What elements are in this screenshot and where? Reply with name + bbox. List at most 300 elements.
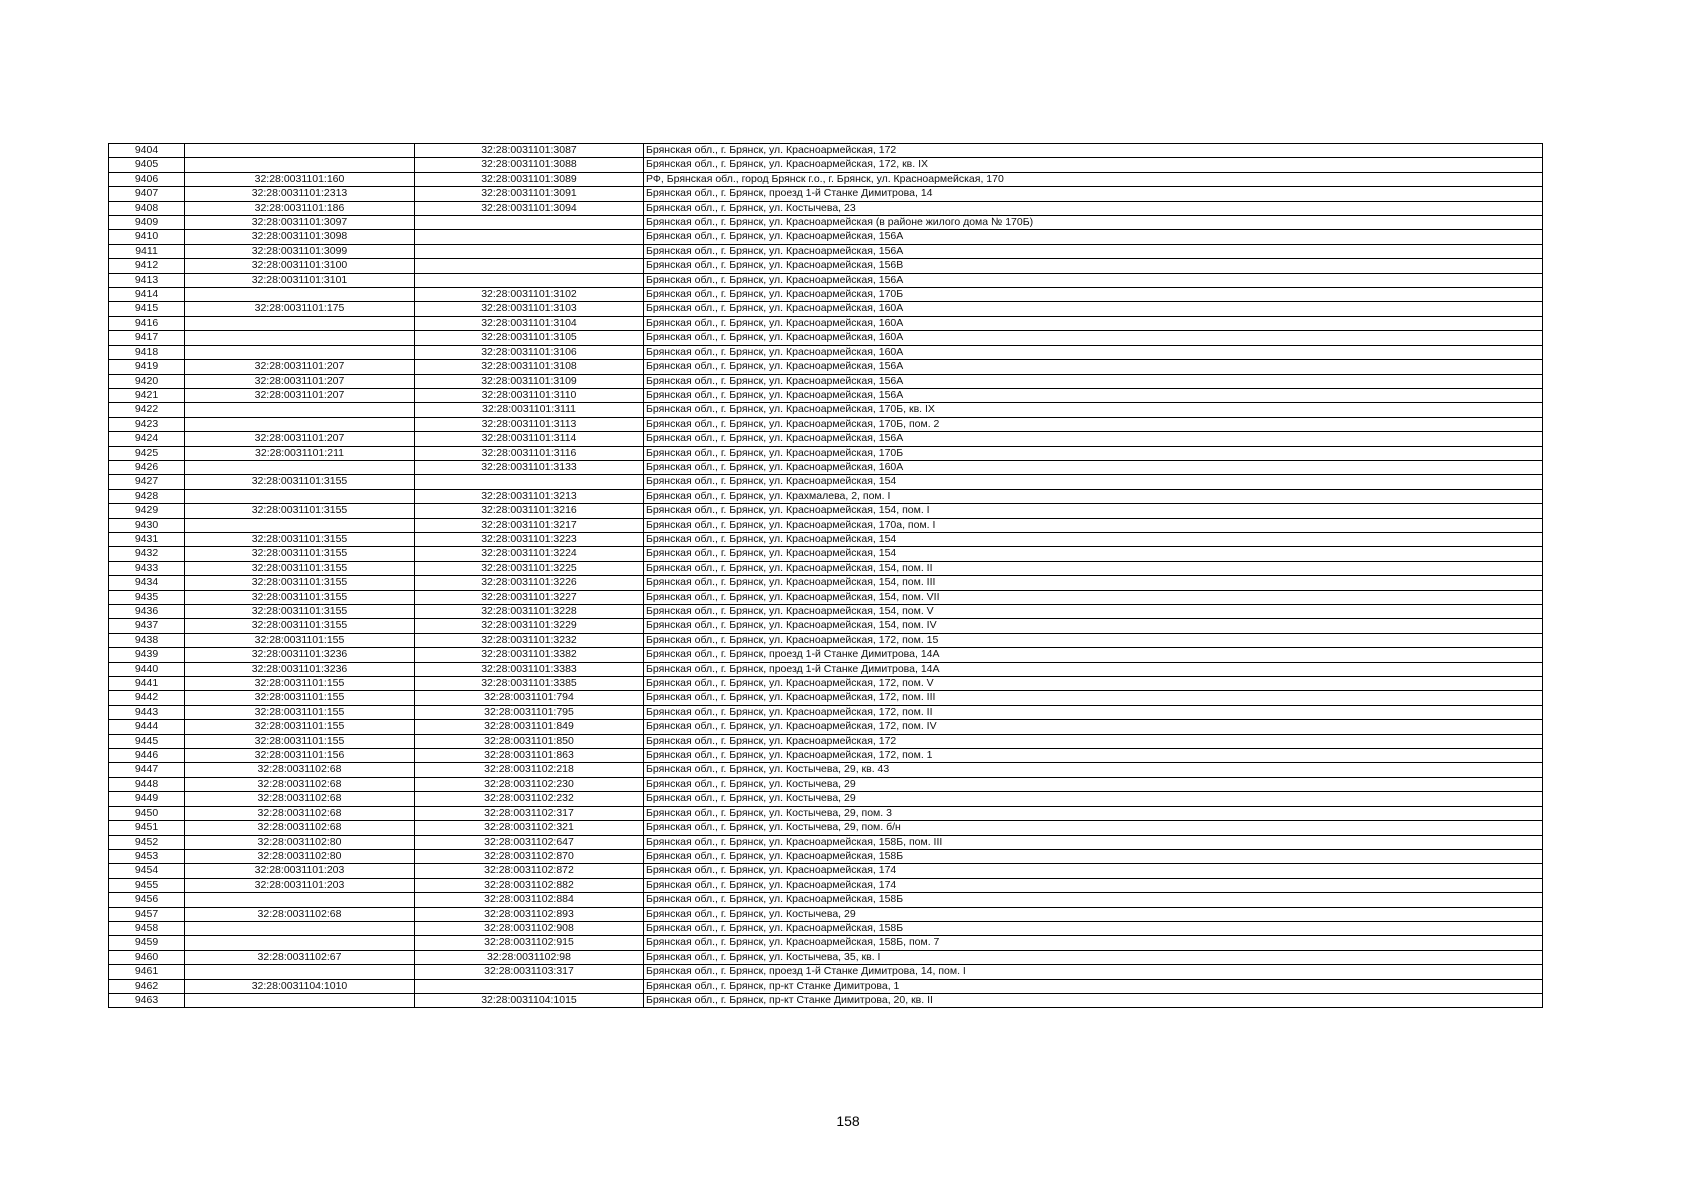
row-number-cell: 9414 [109,288,185,302]
row-number-cell: 9432 [109,547,185,561]
table-row [109,821,1543,835]
address-cell: Брянская обл., г. Брянск, ул. Красноармейская, 156А [644,273,1543,287]
address-cell: Брянская обл., г. Брянск, ул. Красноармейская, 154, пом. I [644,504,1543,518]
cadastral-number-1-cell [185,417,415,431]
row-number-cell: 9419 [109,360,185,374]
table-row [109,288,1543,302]
address-cell: Брянская обл., г. Брянск, ул. Красноармейская, 158Б, пом. 7 [644,936,1543,950]
cadastral-number-2-cell: 32:28:0031102:218 [415,763,644,777]
row-number-cell: 9411 [109,244,185,258]
cadastral-number-2-cell [415,230,644,244]
address-cell: Брянская обл., г. Брянск, ул. Красноармейская, 172 [644,144,1543,158]
table-row [109,532,1543,546]
cadastral-number-1-cell: 32:28:0031102:68 [185,777,415,791]
cadastral-number-1-cell: 32:28:0031101:3155 [185,619,415,633]
row-number-cell: 9410 [109,230,185,244]
row-number-cell: 9425 [109,446,185,460]
address-cell: Брянская обл., г. Брянск, ул. Костычева, 35, кв. I [644,950,1543,964]
row-number-cell: 9433 [109,561,185,575]
row-number-cell: 9455 [109,878,185,892]
address-cell: Брянская обл., г. Брянск, ул. Красноармейская, 154, пом. IV [644,619,1543,633]
cadastral-number-2-cell [415,244,644,258]
cadastral-number-2-cell: 32:28:0031102:321 [415,821,644,835]
cadastral-number-2-cell: 32:28:0031102:230 [415,777,644,791]
cadastral-number-2-cell: 32:28:0031101:3383 [415,662,644,676]
address-cell: Брянская обл., г. Брянск, ул. Красноармейская, 174 [644,878,1543,892]
cadastral-number-2-cell: 32:28:0031102:232 [415,792,644,806]
cadastral-number-2-cell [415,216,644,230]
address-cell: Брянская обл., г. Брянск, ул. Красноармейская, 154, пом. V [644,605,1543,619]
cadastral-number-2-cell: 32:28:0031101:3116 [415,446,644,460]
row-number-cell: 9412 [109,259,185,273]
cadastral-number-2-cell: 32:28:0031101:3102 [415,288,644,302]
table-row [109,374,1543,388]
cadastral-number-2-cell: 32:28:0031101:3104 [415,316,644,330]
cadastral-number-2-cell: 32:28:0031101:3088 [415,158,644,172]
cadastral-number-1-cell: 32:28:0031101:155 [185,633,415,647]
address-cell: Брянская обл., г. Брянск, ул. Красноармейская, 156А [644,374,1543,388]
cadastral-number-2-cell: 32:28:0031101:3103 [415,302,644,316]
address-cell: Брянская обл., г. Брянск, пр-кт Станке Димитрова, 1 [644,979,1543,993]
table-row [109,475,1543,489]
cadastral-number-1-cell: 32:28:0031101:207 [185,388,415,402]
table-row [109,302,1543,316]
address-cell: Брянская обл., г. Брянск, ул. Красноармейская, 160А [644,331,1543,345]
address-cell: Брянская обл., г. Брянск, ул. Костычева, 29 [644,792,1543,806]
address-cell: Брянская обл., г. Брянск, ул. Красноармейская, 170Б [644,446,1543,460]
table-row [109,360,1543,374]
cadastral-number-2-cell: 32:28:0031101:3133 [415,460,644,474]
cadastral-number-1-cell [185,460,415,474]
table-row [109,216,1543,230]
address-cell: Брянская обл., г. Брянск, ул. Красноармейская, 160А [644,302,1543,316]
address-cell: Брянская обл., г. Брянск, ул. Красноармейская, 158Б [644,921,1543,935]
row-number-cell: 9436 [109,605,185,619]
cadastral-number-2-cell: 32:28:0031101:3091 [415,187,644,201]
row-number-cell: 9459 [109,936,185,950]
cadastral-number-1-cell [185,518,415,532]
address-cell: Брянская обл., г. Брянск, проезд 1-й Станке Димитрова, 14, пом. I [644,965,1543,979]
cadastral-number-1-cell: 32:28:0031101:155 [185,720,415,734]
row-number-cell: 9404 [109,144,185,158]
cadastral-number-2-cell: 32:28:0031101:3113 [415,417,644,431]
table-row [109,331,1543,345]
address-cell: Брянская обл., г. Брянск, проезд 1-й Станке Димитрова, 14А [644,648,1543,662]
row-number-cell: 9423 [109,417,185,431]
address-cell: Брянская обл., г. Брянск, ул. Костычева, 29 [644,907,1543,921]
cadastral-number-1-cell: 32:28:0031101:3099 [185,244,415,258]
cadastral-number-1-cell: 32:28:0031101:3101 [185,273,415,287]
table-row [109,230,1543,244]
address-cell: Брянская обл., г. Брянск, ул. Костычева, 23 [644,201,1543,215]
table-row [109,749,1543,763]
table-row [109,432,1543,446]
row-number-cell: 9409 [109,216,185,230]
cadastral-number-1-cell: 32:28:0031102:67 [185,950,415,964]
cadastral-number-2-cell [415,273,644,287]
cadastral-number-1-cell: 32:28:0031101:3098 [185,230,415,244]
address-cell: Брянская обл., г. Брянск, ул. Красноармейская, 160А [644,316,1543,330]
cadastral-number-1-cell [185,921,415,935]
row-number-cell: 9461 [109,965,185,979]
cadastral-number-2-cell: 32:28:0031101:3227 [415,590,644,604]
cadastral-number-2-cell: 32:28:0031103:317 [415,965,644,979]
address-cell: Брянская обл., г. Брянск, ул. Костычева, 29 [644,777,1543,791]
cadastral-number-1-cell: 32:28:0031102:68 [185,792,415,806]
registry-table-body [109,144,1543,1008]
table-row [109,590,1543,604]
table-row [109,763,1543,777]
table-row [109,705,1543,719]
address-cell: Брянская обл., г. Брянск, ул. Красноармейская, 172, пом. IV [644,720,1543,734]
row-number-cell: 9445 [109,734,185,748]
table-row [109,605,1543,619]
cadastral-number-1-cell: 32:28:0031101:155 [185,691,415,705]
address-cell: Брянская обл., г. Брянск, ул. Красноармейская, 170Б, пом. 2 [644,417,1543,431]
cadastral-number-1-cell [185,965,415,979]
cadastral-number-2-cell: 32:28:0031101:3094 [415,201,644,215]
table-row [109,979,1543,993]
cadastral-number-1-cell [185,158,415,172]
cadastral-number-2-cell: 32:28:0031101:3223 [415,532,644,546]
cadastral-number-2-cell: 32:28:0031101:3225 [415,561,644,575]
table-row [109,576,1543,590]
cadastral-number-2-cell: 32:28:0031101:3089 [415,172,644,186]
address-cell: Брянская обл., г. Брянск, ул. Красноармейская, 154 [644,532,1543,546]
address-cell: Брянская обл., г. Брянск, ул. Красноармейская, 172, пом. V [644,677,1543,691]
cadastral-number-1-cell: 32:28:0031102:68 [185,821,415,835]
cadastral-number-2-cell: 32:28:0031102:882 [415,878,644,892]
cadastral-number-2-cell: 32:28:0031102:915 [415,936,644,950]
table-row [109,547,1543,561]
row-number-cell: 9429 [109,504,185,518]
row-number-cell: 9431 [109,532,185,546]
address-cell: Брянская обл., г. Брянск, ул. Красноармейская, 154, пом. II [644,561,1543,575]
cadastral-number-1-cell [185,489,415,503]
cadastral-number-2-cell: 32:28:0031104:1015 [415,993,644,1007]
cadastral-number-2-cell: 32:28:0031102:98 [415,950,644,964]
cadastral-number-2-cell: 32:28:0031101:3217 [415,518,644,532]
cadastral-number-2-cell: 32:28:0031101:3216 [415,504,644,518]
row-number-cell: 9434 [109,576,185,590]
address-cell: Брянская обл., г. Брянск, ул. Красноармейская, 154 [644,547,1543,561]
cadastral-number-2-cell: 32:28:0031102:870 [415,849,644,863]
cadastral-number-2-cell: 32:28:0031101:3232 [415,633,644,647]
address-cell: Брянская обл., г. Брянск, ул. Красноармейская, 156А [644,432,1543,446]
address-cell: Брянская обл., г. Брянск, ул. Костычева, 29, пом. 3 [644,806,1543,820]
cadastral-number-2-cell: 32:28:0031101:3087 [415,144,644,158]
table-row [109,893,1543,907]
row-number-cell: 9446 [109,749,185,763]
address-cell: Брянская обл., г. Брянск, ул. Красноармейская, 156А [644,360,1543,374]
address-cell: Брянская обл., г. Брянск, ул. Красноармейская, 172, пом. 1 [644,749,1543,763]
table-row [109,936,1543,950]
cadastral-number-1-cell: 32:28:0031101:3236 [185,648,415,662]
cadastral-number-1-cell: 32:28:0031101:3100 [185,259,415,273]
cadastral-number-2-cell: 32:28:0031102:893 [415,907,644,921]
row-number-cell: 9458 [109,921,185,935]
row-number-cell: 9408 [109,201,185,215]
address-cell: Брянская обл., г. Брянск, ул. Красноармейская, 154 [644,475,1543,489]
cadastral-number-2-cell: 32:28:0031101:3110 [415,388,644,402]
address-cell: Брянская обл., г. Брянск, ул. Красноармейская, 158Б [644,893,1543,907]
table-row [109,489,1543,503]
table-row [109,777,1543,791]
cadastral-number-2-cell: 32:28:0031101:850 [415,734,644,748]
cadastral-number-1-cell: 32:28:0031101:3155 [185,590,415,604]
cadastral-number-1-cell: 32:28:0031101:3236 [185,662,415,676]
cadastral-number-1-cell [185,345,415,359]
cadastral-number-1-cell: 32:28:0031102:68 [185,806,415,820]
row-number-cell: 9422 [109,403,185,417]
row-number-cell: 9405 [109,158,185,172]
row-number-cell: 9420 [109,374,185,388]
cadastral-number-2-cell: 32:28:0031101:3385 [415,677,644,691]
cadastral-number-2-cell [415,259,644,273]
cadastral-number-2-cell: 32:28:0031101:3224 [415,547,644,561]
row-number-cell: 9424 [109,432,185,446]
row-number-cell: 9407 [109,187,185,201]
table-row [109,849,1543,863]
table-row [109,388,1543,402]
row-number-cell: 9450 [109,806,185,820]
table-row [109,259,1543,273]
address-cell: Брянская обл., г. Брянск, проезд 1-й Станке Димитрова, 14А [644,662,1543,676]
cadastral-number-2-cell: 32:28:0031101:3108 [415,360,644,374]
cadastral-number-1-cell: 32:28:0031101:155 [185,705,415,719]
cadastral-number-2-cell: 32:28:0031101:794 [415,691,644,705]
address-cell: Брянская обл., г. Брянск, проезд 1-й Станке Димитрова, 14 [644,187,1543,201]
cadastral-number-1-cell: 32:28:0031104:1010 [185,979,415,993]
table-row [109,158,1543,172]
table-row [109,144,1543,158]
cadastral-number-1-cell [185,993,415,1007]
cadastral-number-1-cell: 32:28:0031102:68 [185,907,415,921]
table-row [109,993,1543,1007]
cadastral-number-2-cell: 32:28:0031101:795 [415,705,644,719]
row-number-cell: 9426 [109,460,185,474]
table-row [109,864,1543,878]
row-number-cell: 9427 [109,475,185,489]
table-row [109,619,1543,633]
cadastral-number-2-cell: 32:28:0031101:3105 [415,331,644,345]
cadastral-number-2-cell: 32:28:0031101:3226 [415,576,644,590]
cadastral-number-1-cell [185,316,415,330]
address-cell: Брянская обл., г. Брянск, ул. Красноармейская, 172, пом. III [644,691,1543,705]
cadastral-number-1-cell: 32:28:0031101:3155 [185,504,415,518]
cadastral-number-1-cell: 32:28:0031102:68 [185,763,415,777]
address-cell: Брянская обл., г. Брянск, ул. Костычева, 29, кв. 43 [644,763,1543,777]
row-number-cell: 9444 [109,720,185,734]
row-number-cell: 9456 [109,893,185,907]
row-number-cell: 9413 [109,273,185,287]
table-row [109,187,1543,201]
cadastral-number-1-cell [185,331,415,345]
address-cell: РФ, Брянская обл., город Брянск г.о., г. Брянск, ул. Красноармейская, 170 [644,172,1543,186]
cadastral-number-1-cell: 32:28:0031102:80 [185,835,415,849]
row-number-cell: 9438 [109,633,185,647]
address-cell: Брянская обл., г. Брянск, ул. Красноармейская, 170Б [644,288,1543,302]
table-row [109,316,1543,330]
cadastral-number-2-cell: 32:28:0031101:3382 [415,648,644,662]
cadastral-number-2-cell: 32:28:0031102:872 [415,864,644,878]
row-number-cell: 9448 [109,777,185,791]
row-number-cell: 9441 [109,677,185,691]
address-cell: Брянская обл., г. Брянск, ул. Красноармейская, 172, пом. 15 [644,633,1543,647]
cadastral-number-1-cell [185,403,415,417]
table-row [109,172,1543,186]
cadastral-number-1-cell [185,893,415,907]
address-cell: Брянская обл., г. Брянск, ул. Красноармейская, 154, пом. III [644,576,1543,590]
address-cell: Брянская обл., г. Брянск, ул. Красноармейская, 170Б, кв. IX [644,403,1543,417]
address-cell: Брянская обл., г. Брянск, ул. Красноармейская, 156В [644,259,1543,273]
address-cell: Брянская обл., г. Брянск, ул. Красноармейская, 170а, пом. I [644,518,1543,532]
address-cell: Брянская обл., г. Брянск, ул. Крахмалева, 2, пом. I [644,489,1543,503]
table-row [109,677,1543,691]
row-number-cell: 9462 [109,979,185,993]
cadastral-number-1-cell: 32:28:0031101:3097 [185,216,415,230]
row-number-cell: 9453 [109,849,185,863]
cadastral-number-2-cell: 32:28:0031101:3213 [415,489,644,503]
table-row [109,806,1543,820]
table-row [109,965,1543,979]
cadastral-number-1-cell [185,144,415,158]
cadastral-number-1-cell: 32:28:0031101:203 [185,878,415,892]
address-cell: Брянская обл., г. Брянск, ул. Красноармейская, 172, кв. IX [644,158,1543,172]
address-cell: Брянская обл., г. Брянск, ул. Красноармейская, 160А [644,460,1543,474]
address-cell: Брянская обл., г. Брянск, ул. Костычева, 29, пом. б/н [644,821,1543,835]
row-number-cell: 9447 [109,763,185,777]
row-number-cell: 9416 [109,316,185,330]
cadastral-number-2-cell: 32:28:0031102:908 [415,921,644,935]
table-row [109,561,1543,575]
cadastral-number-1-cell: 32:28:0031101:3155 [185,475,415,489]
table-row [109,504,1543,518]
row-number-cell: 9417 [109,331,185,345]
table-row [109,950,1543,964]
cadastral-number-2-cell: 32:28:0031102:884 [415,893,644,907]
row-number-cell: 9440 [109,662,185,676]
table-row [109,417,1543,431]
cadastral-number-2-cell: 32:28:0031101:3114 [415,432,644,446]
row-number-cell: 9421 [109,388,185,402]
table-row [109,518,1543,532]
cadastral-number-2-cell: 32:28:0031101:863 [415,749,644,763]
cadastral-number-1-cell [185,288,415,302]
cadastral-number-1-cell: 32:28:0031102:80 [185,849,415,863]
table-row [109,345,1543,359]
address-cell: Брянская обл., г. Брянск, ул. Красноармейская, 158Б, пом. III [644,835,1543,849]
row-number-cell: 9415 [109,302,185,316]
cadastral-number-2-cell [415,979,644,993]
table-row [109,921,1543,935]
cadastral-number-1-cell: 32:28:0031101:211 [185,446,415,460]
cadastral-number-1-cell: 32:28:0031101:156 [185,749,415,763]
cadastral-number-2-cell [415,475,644,489]
cadastral-number-2-cell: 32:28:0031101:3111 [415,403,644,417]
cadastral-number-1-cell: 32:28:0031101:3155 [185,547,415,561]
row-number-cell: 9463 [109,993,185,1007]
table-row [109,734,1543,748]
table-row [109,720,1543,734]
table-row [109,201,1543,215]
row-number-cell: 9435 [109,590,185,604]
table-row [109,648,1543,662]
cadastral-number-1-cell: 32:28:0031101:3155 [185,605,415,619]
cadastral-number-1-cell: 32:28:0031101:186 [185,201,415,215]
table-row [109,273,1543,287]
cadastral-number-2-cell: 32:28:0031101:3106 [415,345,644,359]
address-cell: Брянская обл., г. Брянск, ул. Красноармейская, 172 [644,734,1543,748]
table-row [109,878,1543,892]
address-cell: Брянская обл., г. Брянск, ул. Красноармейская, 156А [644,230,1543,244]
table-row [109,633,1543,647]
cadastral-number-1-cell: 32:28:0031101:207 [185,360,415,374]
cadastral-number-1-cell [185,936,415,950]
cadastral-number-1-cell: 32:28:0031101:175 [185,302,415,316]
row-number-cell: 9451 [109,821,185,835]
cadastral-number-1-cell: 32:28:0031101:3155 [185,576,415,590]
address-cell: Брянская обл., г. Брянск, ул. Красноармейская, 156А [644,244,1543,258]
row-number-cell: 9437 [109,619,185,633]
row-number-cell: 9449 [109,792,185,806]
table-row [109,244,1543,258]
cadastral-number-1-cell: 32:28:0031101:207 [185,374,415,388]
registry-table [108,143,1543,1008]
row-number-cell: 9443 [109,705,185,719]
address-cell: Брянская обл., г. Брянск, ул. Красноармейская, 154, пом. VII [644,590,1543,604]
address-cell: Брянская обл., г. Брянск, ул. Красноармейская (в районе жилого дома № 170Б) [644,216,1543,230]
cadastral-number-1-cell: 32:28:0031101:207 [185,432,415,446]
address-cell: Брянская обл., г. Брянск, ул. Красноармейская, 156А [644,388,1543,402]
row-number-cell: 9460 [109,950,185,964]
cadastral-number-1-cell: 32:28:0031101:155 [185,734,415,748]
table-row [109,835,1543,849]
row-number-cell: 9418 [109,345,185,359]
table-row [109,446,1543,460]
address-cell: Брянская обл., г. Брянск, ул. Красноармейская, 158Б [644,849,1543,863]
row-number-cell: 9452 [109,835,185,849]
page-number: 158 [836,1113,860,1129]
row-number-cell: 9454 [109,864,185,878]
cadastral-number-2-cell: 32:28:0031101:849 [415,720,644,734]
cadastral-number-1-cell: 32:28:0031101:155 [185,677,415,691]
address-cell: Брянская обл., г. Брянск, пр-кт Станке Димитрова, 20, кв. II [644,993,1543,1007]
row-number-cell: 9428 [109,489,185,503]
cadastral-number-1-cell: 32:28:0031101:160 [185,172,415,186]
cadastral-number-1-cell: 32:28:0031101:3155 [185,532,415,546]
row-number-cell: 9439 [109,648,185,662]
cadastral-number-1-cell: 32:28:0031101:2313 [185,187,415,201]
table-row [109,460,1543,474]
table-row [109,403,1543,417]
table-row [109,691,1543,705]
cadastral-number-1-cell: 32:28:0031101:3155 [185,561,415,575]
table-row [109,662,1543,676]
row-number-cell: 9430 [109,518,185,532]
cadastral-number-2-cell: 32:28:0031101:3229 [415,619,644,633]
cadastral-number-1-cell: 32:28:0031101:203 [185,864,415,878]
cadastral-number-2-cell: 32:28:0031101:3228 [415,605,644,619]
address-cell: Брянская обл., г. Брянск, ул. Красноармейская, 160А [644,345,1543,359]
row-number-cell: 9406 [109,172,185,186]
table-row [109,907,1543,921]
cadastral-number-2-cell: 32:28:0031101:3109 [415,374,644,388]
table-row [109,792,1543,806]
cadastral-number-2-cell: 32:28:0031102:647 [415,835,644,849]
row-number-cell: 9457 [109,907,185,921]
row-number-cell: 9442 [109,691,185,705]
